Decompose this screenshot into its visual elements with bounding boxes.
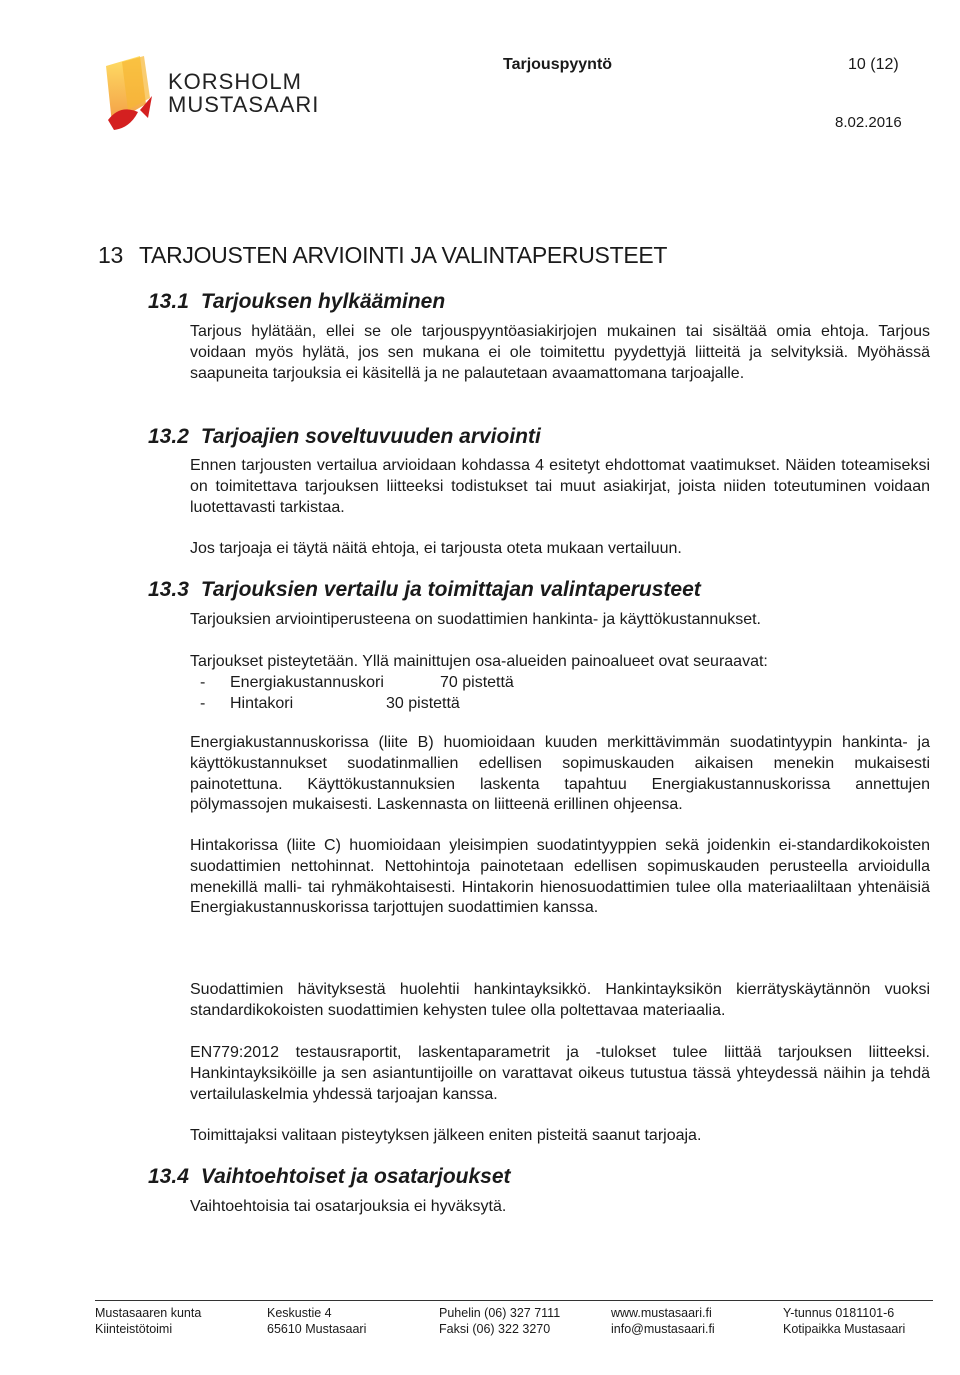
paragraph-rejection: Tarjous hylätään, ellei se ole tarjouspyyntöasiakirjojen mukainen tai sisältää omia ehtoja. Tarjous voidaan myös hylätä, jos sen mukana ei ole toimitettu pyydettyjä liitteitä ja selvityksiä. Myöhässä saapuneita tarjouksia ei käsitellä ja ne palautetaan avaamattomana tarjoajalle. xyxy=(190,323,930,382)
subsection-number: 13.3 xyxy=(148,578,189,601)
subsection-title: Tarjouksen hylkääminen xyxy=(200,290,446,313)
subsection-heading-13-1 xyxy=(148,290,445,314)
list-item xyxy=(200,693,514,714)
footer-line: Y-tunnus 0181101-6 xyxy=(783,1306,895,1320)
subsection-heading-13-4 xyxy=(148,1165,511,1189)
logo-line-1: KORSHOLM xyxy=(168,69,302,94)
paragraph-scoring: Tarjoukset pisteytetään. Yllä mainittujen osa-alueiden painoalueet ovat seuraavat: xyxy=(190,653,768,670)
logo-wordmark xyxy=(168,70,319,116)
footer-divider xyxy=(95,1300,933,1301)
list-item xyxy=(200,672,514,693)
footer-line: 65610 Mustasaari xyxy=(267,1322,367,1336)
paragraph-test-reports: EN779:2012 testausraportit, laskentaparametrit ja -tulokset tulee liittää tarjouksen liitteeksi. Hankintayksiköille ja sen asiantuntijoille on varattavat oikeus tutustua tässä yhteydessä näihin ja tehdä vertailulaskelmia yhdessä tarjoajan kanssa. xyxy=(190,1044,930,1103)
paragraph-exclusion: Jos tarjoaja ei täytä näitä ehtoja, ei tarjousta oteta mukaan vertailuun. xyxy=(190,540,682,557)
footer-email-link[interactable]: info@mustasaari.fi xyxy=(611,1322,715,1336)
footer-web xyxy=(611,1305,715,1337)
subsection-number: 13.4 xyxy=(148,1165,189,1188)
footer-address xyxy=(267,1305,366,1337)
subsection-title: Tarjouksien vertailu ja toimittajan valintaperusteet xyxy=(200,578,701,601)
document-date: 8.02.2016 xyxy=(835,114,902,131)
footer-line: Kotipaikka Mustasaari xyxy=(783,1322,906,1336)
paragraph-selection: Toimittajaksi valitaan pisteytyksen jälkeen eniten pisteitä saanut tarjoaja. xyxy=(190,1127,702,1144)
subsection-number: 13.2 xyxy=(148,425,189,448)
section-heading xyxy=(98,242,667,269)
footer-website-link[interactable]: www.mustasaari.fi xyxy=(611,1306,712,1320)
subsection-heading-13-3 xyxy=(148,578,701,602)
paragraph-suitability: Ennen tarjousten vertailua arvioidaan kohdassa 4 esitetyt ehdottomat vaatimukset. Näiden toteamiseksi on toimitettava tarjouksen liitteeksi todistukset tai muut asiakirjat, joista niiden toteutuminen voidaan luotettavasti tarkistaa. xyxy=(190,457,930,516)
subsection-number: 13.1 xyxy=(148,290,189,313)
section-title: TARJOUSTEN ARVIOINTI JA VALINTAPERUSTEET xyxy=(138,242,668,268)
paragraph-energy-basket: Energiakustannuskorissa (liite B) huomioidaan kuuden merkittävimmän suodatintyypin hankinta- ja käyttökustannukset suodatinmallien edellisen sopimuskauden aikaisen menekin mukaisesti painotettuna. Käyttökustannuksien laskenta tapahtuu Energiakustannuskorissa annettujen pölymassojen mukaisesti. Laskennasta on liitteenä erillinen ohjeensa. xyxy=(190,734,930,814)
subsection-title: Vaihtoehtoiset ja osatarjoukset xyxy=(200,1165,511,1188)
criterion-label: Energiakustannuskori xyxy=(230,674,384,691)
section-number: 13 xyxy=(98,242,123,268)
paragraph-alternatives: Vaihtoehtoisia tai osatarjouksia ei hyväksytä. xyxy=(190,1198,507,1215)
paragraph-disposal: Suodattimien hävityksestä huolehtii hankintayksikkö. Hankintayksikön kierrätyskäytännön vuoksi standardikokoisten suodattimien kehysten tulee olla poltettavaa materiaalia. xyxy=(190,981,930,1019)
page-number: 10 (12) xyxy=(848,56,899,73)
footer-phone xyxy=(439,1305,560,1337)
paragraph-price-basket: Hintakorissa (liite C) huomioidaan yleisimpien suodatintyyppien sekä joidenkin ei-standardikokoisten suodattimien nettohinnat. Nettohintoja painotetaan edellisen sopimuskauden perusteella arvioidulla menekillä malli- tai ryhmäkohtaisesti. Hintakorin hienosuodattimien tulee olla materiaaliltaan yhtenäisiä Energiakustannuskorissa tarjottujen suodattimien kanssa. xyxy=(190,837,930,917)
criteria-list xyxy=(200,672,514,714)
criterion-points: 30 pistettä xyxy=(386,695,460,712)
document-title: Tarjouspyyntö xyxy=(503,56,613,73)
footer-organisation xyxy=(95,1305,201,1337)
list-dash: - xyxy=(200,674,206,691)
paragraph-criteria-basis: Tarjouksien arviointiperusteena on suodattimien hankinta- ja käyttökustannukset. xyxy=(190,611,761,628)
logo-line-2: MUSTASAARI xyxy=(168,92,320,117)
list-dash: - xyxy=(200,695,206,712)
subsection-title: Tarjoajien soveltuvuuden arviointi xyxy=(200,425,541,448)
footer-line: Kiinteistötoimi xyxy=(95,1322,173,1336)
criterion-label: Hintakori xyxy=(230,695,294,712)
municipality-logo xyxy=(100,52,158,132)
criterion-points: 70 pistettä xyxy=(440,674,514,691)
subsection-heading-13-2 xyxy=(148,425,541,449)
footer-line: Faksi (06) 322 3270 xyxy=(439,1322,551,1336)
footer-line: Keskustie 4 xyxy=(267,1306,332,1320)
footer-line: Mustasaaren kunta xyxy=(95,1306,202,1320)
footer-line: Puhelin (06) 327 7111 xyxy=(439,1306,561,1320)
footer-business-id xyxy=(783,1305,905,1337)
